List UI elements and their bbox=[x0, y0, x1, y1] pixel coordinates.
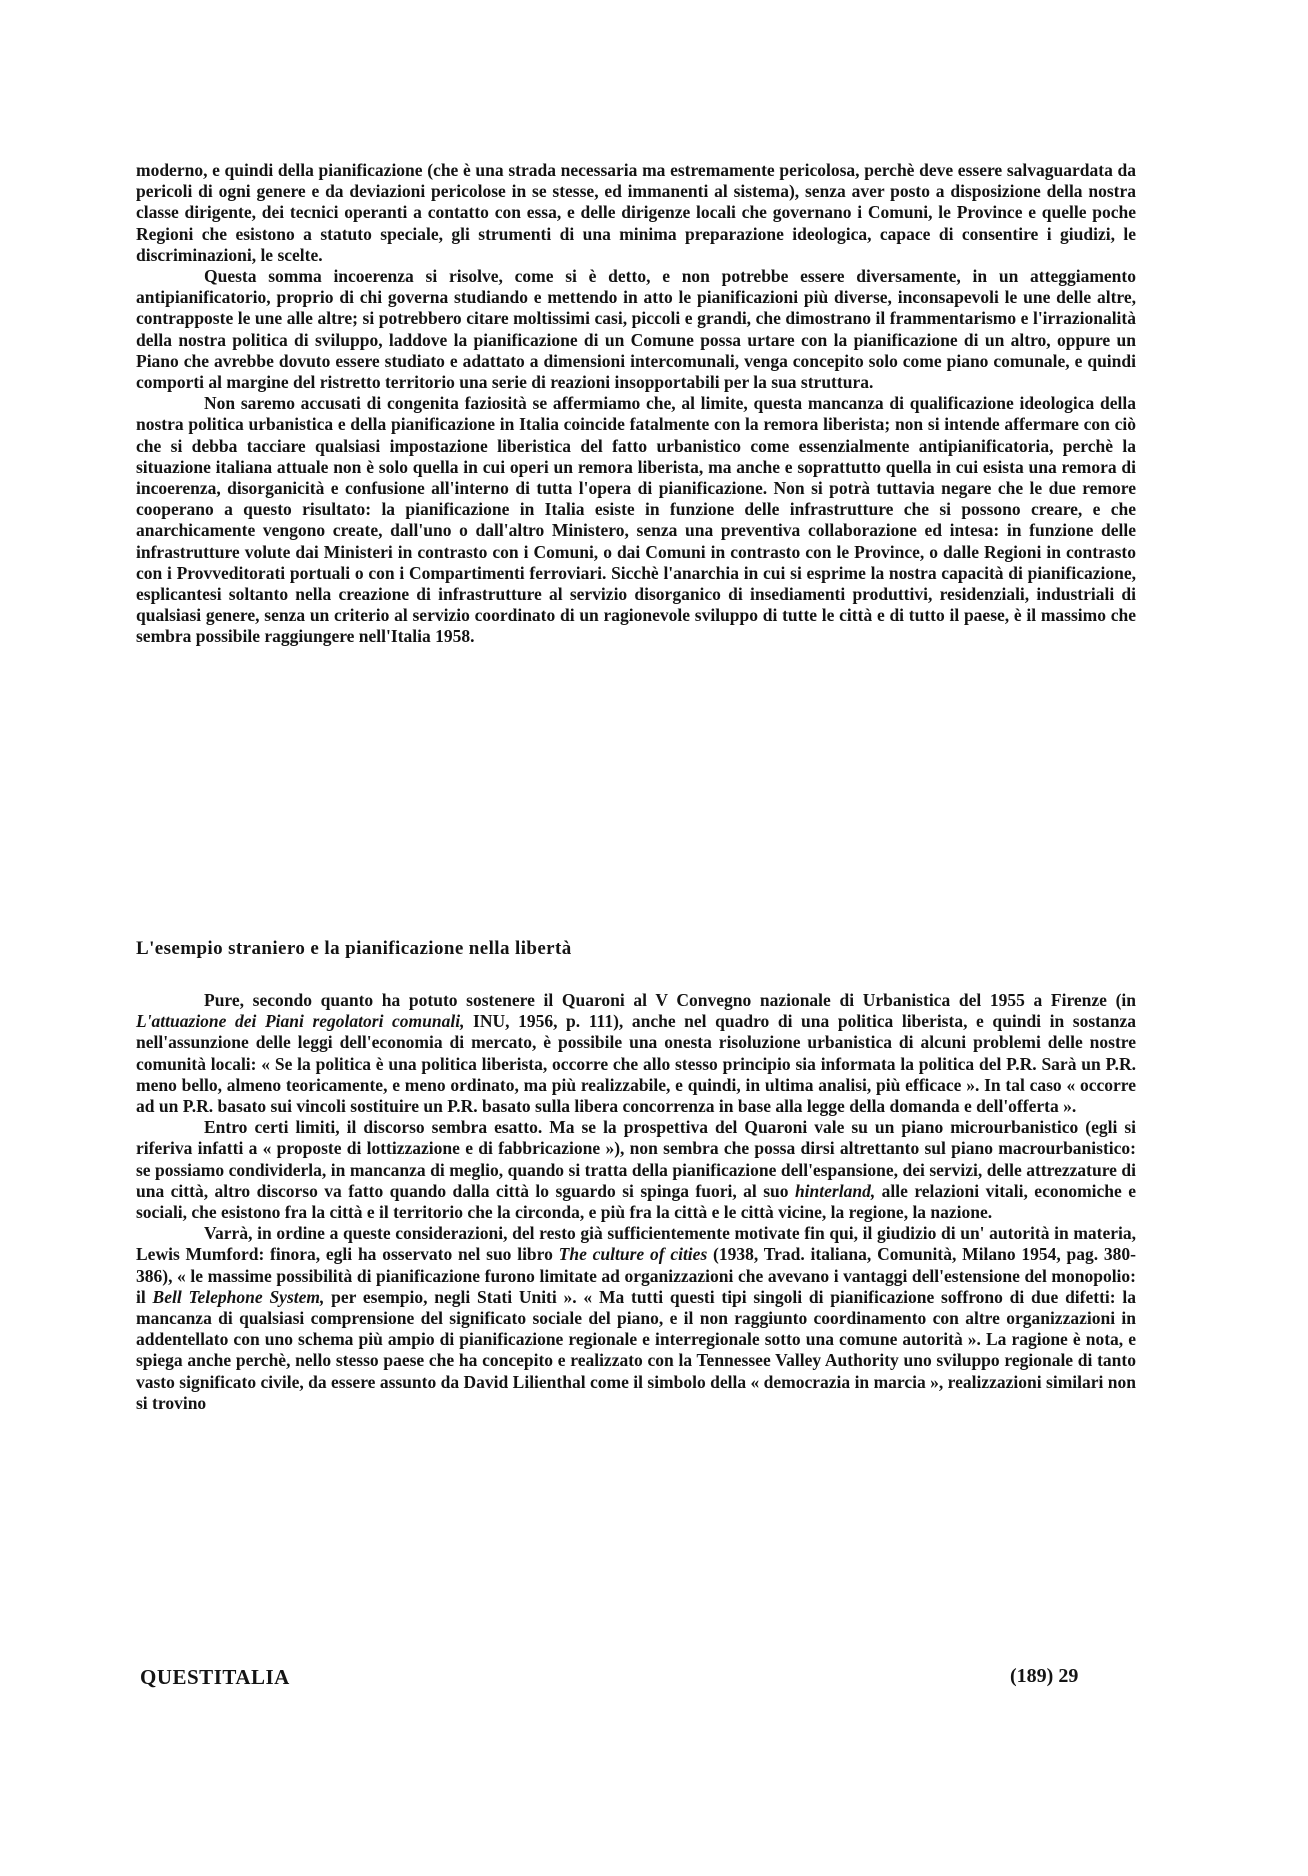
paragraph bbox=[136, 1223, 1136, 1414]
text-run: INU, 1956, p. 111), anche nel quadro di una politica liberista, e quindi in sostanza nell'assunzione delle leggi dell'economia di mercato, è possibile una onesta risoluzione urbanistica di alcuni problemi delle nostre comunità locali: « Se la politica è una politica liberista, occorre che allo stesso principio sia informata la politica del P.R. Sarà un P.R. meno bello, almeno teoricamente, e meno ordinato, ma più realizzabile, e quindi, in ultima analisi, più efficace ». In tal caso « occorre ad un P.R. basato sui vincoli sostituire un P.R. basato sulla libera concorrenza in base alla legge della domanda e dell'offerta ». bbox=[136, 1011, 1136, 1117]
text-run: per esempio, negli Stati Uniti ». « Ma tutti questi tipi singoli di pianificazione soffrono di due difetti: la mancanza di qualsiasi comprensione del significato sociale del piano, e il non raggiunto coordinamento con altre organizzazioni in addentellato con uno schema più ampio di pianificazione regionale e interregionale sotto una comune autorità ». La ragione è nota, e spiega anche perchè, nello stesso paese che ha concepito e realizzato con la Tennessee Valley Authority uno sviluppo regionale di tanto vasto significato civile, da essere assunto da David Lilienthal come il simbolo della « democrazia in marcia », realizzazioni similari non si trovino bbox=[136, 1286, 1136, 1413]
text-block-top bbox=[136, 160, 1136, 648]
text-run: (1938, Trad. italiana, Comunità, Milano 1954, pag. 380-386), « le massime possibilità di pianificazione furono limitate ad organizzazioni che avevano i vantaggi dell'estensione del monopolio: il bbox=[136, 1244, 1137, 1307]
italic-term: hinterland, bbox=[794, 1180, 876, 1201]
italic-term: Bell Telephone System, bbox=[152, 1286, 325, 1307]
text-block-bottom bbox=[136, 990, 1136, 1414]
text-run: Entro certi limiti, il discorso sembra esatto. Ma se la prospettiva del Quaroni vale su un piano microurbanistico (egli si riferiva infatti a « proposte di lottizzazione e di fabbricazione »), non sembra che possa dirsi altrettanto sul piano macrourbanistico: se possiamo condividerla, in mancanza di meglio, quando si tratta della pianificazione dell'espansione, dei servizi, delle attrezzature di una città, altro discorso va fatto quando dalla città lo sguardo si spinga fuori, al suo bbox=[136, 1117, 1136, 1201]
text-run: Pure, secondo quanto ha potuto sostenere il Quaroni al V Convegno nazionale di Urbanistica del 1955 a Firenze (in bbox=[204, 990, 1136, 1010]
text-run: alle relazioni vitali, economiche e sociali, che esistono fra la città e il territorio che la circonda, e più fra la città e le città vicine, la regione, la nazione. bbox=[136, 1180, 1136, 1223]
paragraph bbox=[136, 1117, 1136, 1223]
text-run: Varrà, in ordine a queste considerazioni, del resto già sufficientemente motivate fin qui, il giudizio di un' autorità in materia, Lewis Mumford: finora, egli ha osservato nel suo libro bbox=[136, 1223, 1136, 1265]
page-number: (189) 29 bbox=[1010, 1665, 1079, 1687]
paragraph: Questa somma incoerenza si risolve, come si è detto, e non potrebbe essere diversamente, in un atteggiamento antipianificatorio, proprio di chi governa studiando e mettendo in atto le pianificazioni più diverse, inconsapevoli le une delle altre, contrapposte le une alle altre; si potrebbero citare moltissimi casi, piccoli e grandi, che dimostrano il frammentarismo e l'irrazionalità della nostra politica di sviluppo, laddove la pianificazione di un Comune possa urtare con la pianificazione di un altro, oppure un Piano che avrebbe dovuto essere studiato e adattato a dimensioni intercomunali, venga concepito solo come piano comunale, e quindi comporti al margine del ristretto territorio una serie di reazioni insopportabili per la sua struttura. bbox=[136, 266, 1136, 393]
italic-title: L'attuazione dei Piani regolatori comunali, bbox=[136, 1011, 465, 1032]
section-heading: L'esempio straniero e la pianificazione nella libertà bbox=[136, 938, 572, 959]
paragraph: moderno, e quindi della pianificazione (che è una strada necessaria ma estremamente pericolosa, perchè deve essere salvaguardata da pericoli di ogni genere e da deviazioni pericolose in se stesse, ed immanenti al sistema), senza aver posto a disposizione della nostra classe dirigente, dei tecnici operanti a contatto con essa, e delle dirigenze locali che governano i Comuni, le Province e quelle poche Regioni che esistono a statuto speciale, gli strumenti di una minima preparazione ideologica, capace di consentire i giudizi, le discriminazioni, le scelte. bbox=[136, 160, 1136, 265]
paragraph bbox=[136, 990, 1136, 1117]
journal-name: QUESTITALIA bbox=[140, 1665, 290, 1689]
italic-title: The culture of cities bbox=[558, 1244, 708, 1265]
paragraph: Non saremo accusati di congenita faziosità se affermiamo che, al limite, questa mancanza di qualificazione ideologica della nostra politica urbanistica e della pianificazione in Italia coincide fatalmente con la remora liberista; non si intende affermare con ciò che si debba tacciare qualsiasi impostazione liberistica del fatto urbanistico come essenzialmente antipianificatoria, perchè la situazione italiana attuale non è solo quella in cui operi un remora liberista, ma anche e soprattutto quella in cui esista una remora di incoerenza, disorganicità e confusione all'interno di tutta l'opera di pianificazione. Non si potrà tuttavia negare che le due remore cooperano a questo risultato: la pianificazione in Italia esiste in funzione delle infrastrutture che si possono creare, e che anarchicamente vengono create, dall'uno o dall'altro Ministero, senza una preventiva collaborazione ed intesa: in funzione delle infrastrutture volute dai Ministeri in contrasto con i Comuni, o dai Comuni in contrasto con le Province, o dalle Regioni in contrasto con i Provveditorati portuali o con i Compartimenti ferroviari. Sicchè l'anarchia in cui si esprime la nostra capacità di pianificazione, esplicantesi soltanto nella creazione di infrastrutture al servizio disorganico di insediamenti produttivi, residenziali, industriali di qualsiasi genere, senza un criterio al servizio coordinato di un ragionevole sviluppo di tutte le città e di tutto il paese, è il massimo che sembra possibile raggiungere nell'Italia 1958. bbox=[136, 393, 1136, 647]
